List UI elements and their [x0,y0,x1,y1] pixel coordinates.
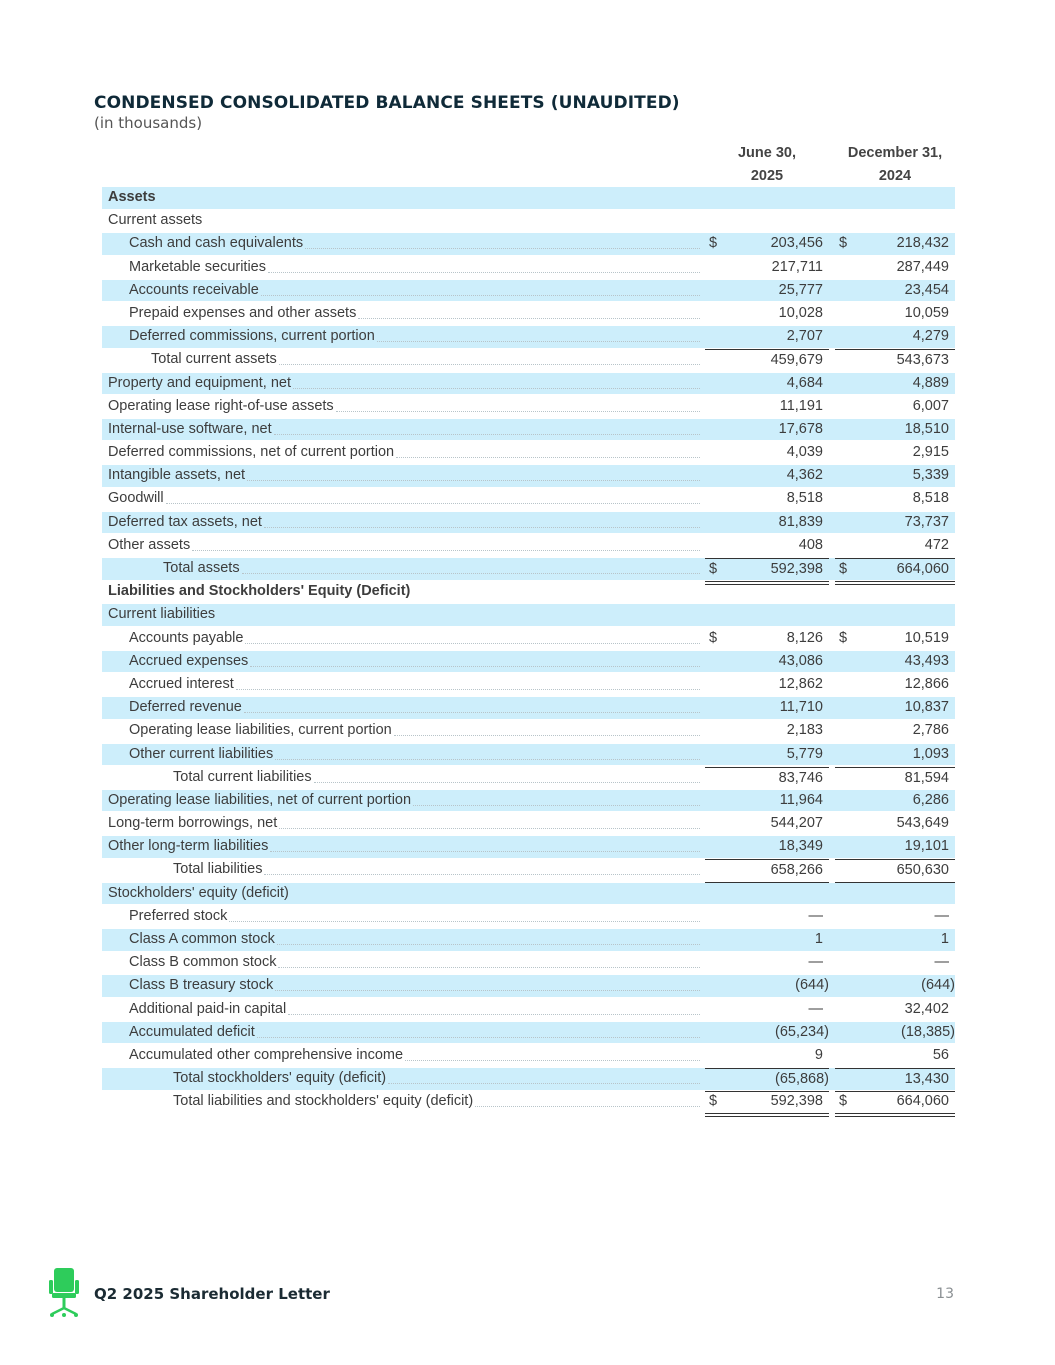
cell-june-2025 [705,581,829,603]
row-label: Cash and cash equivalents [129,235,304,252]
cell-june-2025 [705,442,829,464]
cell-june-2025 [705,512,829,534]
cell-value: 5,779 [786,745,823,762]
cell-value: 4,039 [786,444,823,461]
cell-value: 2,915 [912,444,949,461]
row-label: Operating lease liabilities, current portion [129,722,392,739]
cell-value: 592,398 [770,561,823,577]
cell-december-2024 [835,257,955,279]
cell-value: 218,432 [896,235,949,252]
table-row [0,999,1055,1022]
table-row [0,790,1055,813]
cell-value: 4,362 [786,467,823,484]
cell-december-2024 [835,373,955,395]
cell-december-2024 [835,674,955,696]
cell-june-2025 [705,373,829,395]
table-row [0,303,1055,326]
table-row [0,906,1055,929]
cell-december-2024 [835,349,955,372]
table-row [0,1068,1055,1091]
cell-value: 4,889 [912,374,949,391]
cell-june-2025 [705,349,829,372]
cell-value: 2,707 [786,328,823,345]
cell-december-2024 [835,906,955,928]
cell-june-2025 [705,790,829,812]
row-label: Accrued interest [129,675,234,692]
cell-value: 8,518 [912,490,949,507]
row-label: Other assets [108,536,191,553]
row-label: Deferred commissions, current portion [129,328,375,345]
cell-december-2024 [835,187,955,209]
cell-december-2024 [835,1022,955,1044]
cell-december-2024 [835,604,955,626]
row-label: Deferred commissions, net of current portion [108,444,395,461]
cell-june-2025 [705,303,829,325]
cell-value: (644) [921,977,955,994]
cell-december-2024 [835,280,955,302]
cell-value: 25,777 [778,281,823,298]
cell-june-2025 [705,975,829,997]
cell-value: 2,183 [786,722,823,739]
cell-value: 544,207 [770,815,823,832]
cell-value: 12,862 [778,675,823,692]
currency-symbol: $ [839,629,848,646]
row-label: Other current liabilities [129,745,274,762]
table-row [0,396,1055,419]
row-label: Additional paid-in capital [129,1000,287,1017]
cell-december-2024 [835,628,955,650]
cell-value: 18,510 [904,420,949,437]
cell-june-2025 [705,210,829,232]
row-label: Prepaid expenses and other assets [129,304,357,321]
table-row [0,558,1055,581]
table-row [0,1045,1055,1068]
cell-value: 459,679 [770,352,823,369]
cell-december-2024 [835,512,955,534]
cell-value: — [808,954,823,971]
table-row [0,929,1055,952]
cell-value: 408 [798,536,823,553]
cell-value: 83,746 [778,769,823,786]
table-row [0,535,1055,558]
cell-value: 4,684 [786,374,823,391]
cell-june-2025 [705,651,829,673]
cell-value: 81,594 [904,769,949,786]
cell-value: 203,456 [770,235,823,252]
table-row [0,512,1055,535]
table-row [0,651,1055,674]
cell-december-2024 [835,859,955,883]
row-label: Stockholders' equity (deficit) [108,884,289,901]
cell-december-2024 [835,396,955,418]
cell-december-2024 [835,929,955,951]
cell-december-2024 [835,465,955,487]
row-label: Accrued expenses [129,652,249,669]
cell-june-2025 [705,1091,829,1117]
cell-june-2025 [705,280,829,302]
row-label: Other long-term liabilities [108,838,269,855]
cell-december-2024 [835,1091,955,1117]
cell-value: — [808,1000,823,1017]
cell-december-2024 [835,535,955,557]
cell-june-2025 [705,604,829,626]
cell-value: 5,339 [912,467,949,484]
cell-value: 17,678 [778,420,823,437]
cell-value: 1 [814,931,823,947]
cell-december-2024 [835,744,955,766]
column-header-line2: 2025 [750,168,784,184]
cell-june-2025 [705,883,829,905]
cell-value: 658,266 [770,862,823,879]
office-chair-icon [48,1268,80,1318]
table-row [0,975,1055,998]
table-row [0,697,1055,720]
cell-december-2024 [835,952,955,974]
row-label: Total current liabilities [173,768,312,785]
cell-value: 10,519 [904,629,949,646]
table-row [0,280,1055,303]
cell-value: 1 [940,931,949,947]
row-label: Preferred stock [129,907,228,924]
cell-value: 6,007 [912,397,949,414]
currency-symbol: $ [709,629,718,646]
cell-june-2025 [705,326,829,348]
cell-value: 2,786 [912,722,949,739]
cell-june-2025 [705,767,829,790]
cell-december-2024 [835,836,955,858]
cell-june-2025 [705,744,829,766]
column-header-line2: 2024 [878,168,912,184]
row-label: Total stockholders' equity (deficit) [173,1070,387,1087]
currency-symbol: $ [839,561,848,577]
currency-symbol: $ [709,235,718,252]
cell-value: 8,518 [786,490,823,507]
page-number: 13 [936,1286,954,1302]
table-row [0,233,1055,256]
row-label: Goodwill [108,490,164,507]
row-label: Total current assets [151,351,277,368]
cell-value: 543,673 [896,352,949,369]
table-row [0,859,1055,882]
column-header-line1: June 30, [737,145,797,161]
cell-value: 11,964 [779,791,823,808]
cell-june-2025 [705,720,829,742]
cell-june-2025 [705,929,829,951]
currency-symbol: $ [709,1093,718,1110]
cell-value: (65,234) [774,1023,829,1040]
row-label: Property and equipment, net [108,374,291,391]
cell-december-2024 [835,813,955,835]
cell-value: 23,454 [904,281,949,298]
column-header-december-2024 [835,142,955,186]
cell-december-2024 [835,581,955,603]
cell-value: 43,493 [904,652,949,669]
cell-december-2024 [835,883,955,905]
cell-value: 10,028 [778,304,823,321]
cell-value: 287,449 [896,258,949,275]
cell-december-2024 [835,210,955,232]
cell-june-2025 [705,396,829,418]
cell-june-2025 [705,257,829,279]
currency-symbol: $ [839,1093,848,1110]
table-row [0,952,1055,975]
balance-sheet-table [0,187,1055,1115]
cell-june-2025 [705,1045,829,1067]
row-label: Total assets [163,560,240,576]
cell-december-2024 [835,975,955,997]
row-label: Liabilities and Stockholders' Equity (Deficit) [108,583,411,600]
page-title: CONDENSED CONSOLIDATED BALANCE SHEETS (UNAUDITED) [94,93,680,113]
currency-symbol: $ [709,561,718,577]
cell-value: 10,059 [904,304,949,321]
cell-value: 592,398 [770,1093,823,1110]
cell-value: 6,286 [912,791,949,808]
row-label: Total liabilities and stockholders' equity (deficit) [173,1093,474,1110]
cell-value: — [934,907,949,924]
row-label: Total liabilities [173,861,263,878]
cell-june-2025 [705,859,829,883]
table-row [0,1091,1055,1114]
table-row [0,883,1055,906]
cell-december-2024 [835,999,955,1021]
cell-december-2024 [835,1068,955,1092]
cell-december-2024 [835,442,955,464]
cell-june-2025 [705,488,829,510]
row-label: Accumulated other comprehensive income [129,1046,404,1063]
table-row [0,488,1055,511]
row-label: Deferred tax assets, net [108,513,262,530]
cell-june-2025 [705,999,829,1021]
cell-december-2024 [835,651,955,673]
table-row [0,419,1055,442]
cell-december-2024 [835,1045,955,1067]
cell-june-2025 [705,674,829,696]
cell-value: — [808,907,823,924]
cell-june-2025 [705,906,829,928]
cell-value: — [934,954,949,971]
table-row [0,349,1055,372]
cell-value: 73,737 [904,513,949,530]
row-label: Internal-use software, net [108,420,272,437]
cell-december-2024 [835,720,955,742]
row-label: Current liabilities [108,606,216,623]
cell-december-2024 [835,697,955,719]
row-label: Current assets [108,212,203,229]
cell-value: 8,126 [786,629,823,646]
cell-value: 650,630 [896,862,949,879]
row-label: Accounts receivable [129,281,259,298]
table-row [0,744,1055,767]
table-row [0,674,1055,697]
cell-june-2025 [705,465,829,487]
row-label: Assets [108,189,156,205]
row-label: Accumulated deficit [129,1023,255,1040]
cell-value: 217,711 [771,258,823,275]
row-label: Intangible assets, net [108,467,246,484]
table-row [0,1022,1055,1045]
cell-value: 472 [924,536,949,553]
cell-value: 43,086 [778,652,823,669]
cell-december-2024 [835,488,955,510]
cell-june-2025 [705,952,829,974]
cell-value: (18,385) [900,1023,955,1040]
table-row [0,442,1055,465]
table-row [0,187,1055,210]
row-label: Accounts payable [129,629,244,646]
cell-june-2025 [705,836,829,858]
row-label: Long-term borrowings, net [108,815,278,832]
cell-value: 19,101 [904,838,949,855]
row-label: Deferred revenue [129,699,242,716]
table-row [0,628,1055,651]
row-label: Class B treasury stock [129,977,274,994]
cell-value: (644) [795,977,829,994]
cell-value: 56 [932,1046,949,1063]
cell-december-2024 [835,303,955,325]
cell-value: 18,349 [778,838,823,855]
cell-december-2024 [835,767,955,790]
cell-value: 4,279 [912,328,949,345]
cell-june-2025 [705,813,829,835]
cell-june-2025 [705,628,829,650]
cell-june-2025 [705,419,829,441]
cell-value: (65,868) [774,1071,829,1088]
cell-december-2024 [835,233,955,255]
row-label: Class B common stock [129,954,277,971]
cell-june-2025 [705,697,829,719]
cell-value: 1,093 [912,745,949,762]
row-label: Class A common stock [129,931,275,947]
table-row [0,813,1055,836]
table-row [0,465,1055,488]
cell-value: 12,866 [904,675,949,692]
table-row [0,581,1055,604]
cell-value: 32,402 [904,1000,949,1017]
table-row [0,604,1055,627]
cell-value: 13,430 [904,1071,949,1088]
cell-value: 81,839 [778,513,823,530]
row-label: Marketable securities [129,258,266,275]
row-label: Operating lease liabilities, net of current portion [108,791,412,808]
cell-value: 664,060 [896,1093,949,1110]
cell-june-2025 [705,233,829,255]
cell-value: 11,191 [779,397,823,414]
cell-june-2025 [705,535,829,557]
cell-june-2025 [705,1022,829,1044]
currency-symbol: $ [839,235,848,252]
cell-value: 543,649 [896,815,949,832]
table-row [0,257,1055,280]
row-label: Operating lease right-of-use assets [108,397,334,414]
cell-value: 664,060 [896,561,949,577]
cell-june-2025 [705,1068,829,1092]
cell-value: 11,710 [779,699,823,716]
cell-value: 10,837 [904,699,949,716]
table-row [0,836,1055,859]
table-row [0,210,1055,233]
cell-june-2025 [705,187,829,209]
table-row [0,767,1055,790]
footer-document-title: Q2 2025 Shareholder Letter [94,1285,330,1303]
cell-value: 9 [814,1046,823,1063]
column-header-line1: December 31, [847,145,943,161]
table-row [0,326,1055,349]
table-row [0,720,1055,743]
cell-december-2024 [835,419,955,441]
page-subtitle: (in thousands) [94,114,203,132]
column-header-june-2025 [705,142,829,186]
table-row [0,373,1055,396]
cell-december-2024 [835,790,955,812]
cell-december-2024 [835,326,955,348]
